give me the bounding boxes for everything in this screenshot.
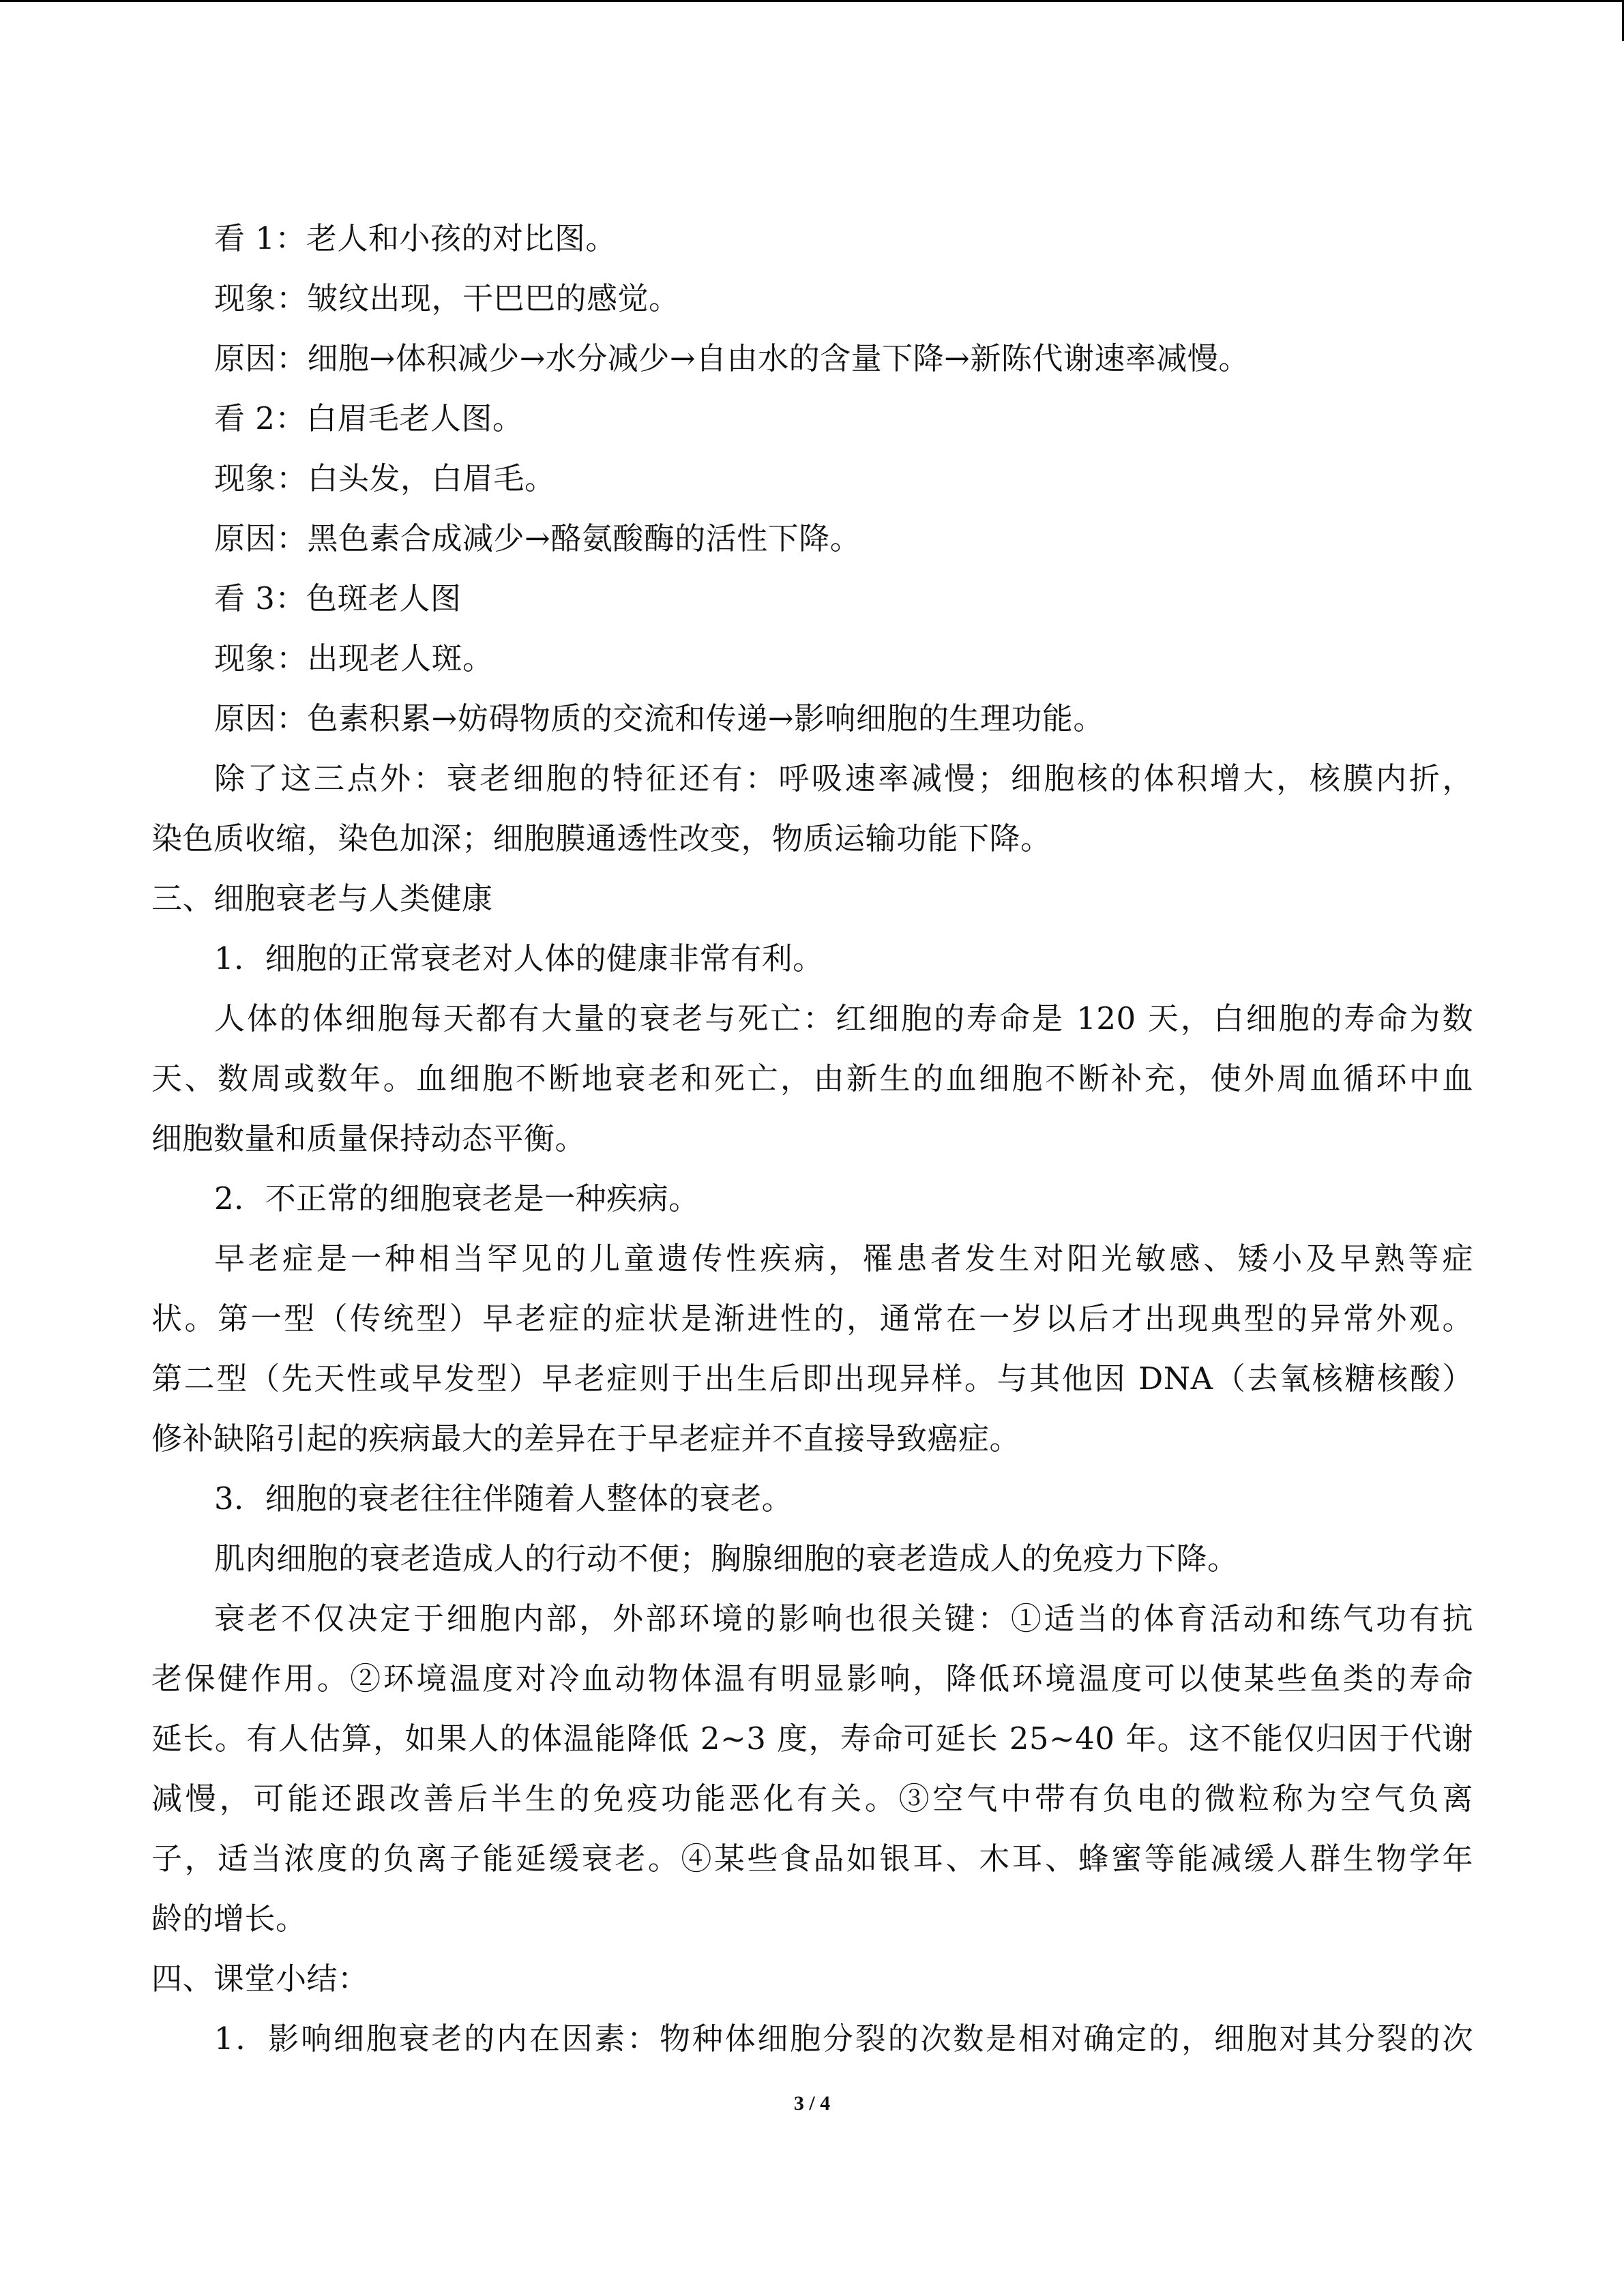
text-line-content: 除了这三点外：衰老细胞的特征还有：呼吸速率减慢；细胞核的体积增大，核膜内折，	[214, 760, 1473, 796]
text-line-content: 细胞数量和质量保持动态平衡。	[151, 1120, 587, 1157]
text-line	[151, 689, 1473, 749]
text-line-content: 天、数周或数年。血细胞不断地衰老和死亡，由新生的血细胞不断补充，使外周血循环中血	[151, 1060, 1473, 1097]
text-line	[151, 749, 1473, 809]
text-line-content: 子，适当浓度的负离子能延缓衰老。④某些食品如银耳、木耳、蜂蜜等能减缓人群生物学年	[151, 1840, 1473, 1877]
text-line-content: 看 1：老人和小孩的对比图。	[214, 220, 617, 256]
text-line-content: 看 3：色斑老人图	[214, 580, 462, 616]
text-line	[151, 1289, 1473, 1349]
text-line	[151, 1709, 1473, 1769]
text-line-content: 延长。有人估算，如果人的体温能降低 2~3 度，寿命可延长 25~40 年。这不能仅归因于代谢	[151, 1720, 1473, 1757]
text-line	[151, 989, 1473, 1049]
text-line	[151, 449, 1473, 509]
text-line	[151, 509, 1473, 569]
text-line	[151, 809, 1473, 869]
text-line-content: 修补缺陷引起的疾病最大的差异在于早老症并不直接导致癌症。	[151, 1420, 1021, 1457]
text-line-content: 三、细胞衰老与人类健康	[151, 880, 493, 916]
text-line	[151, 1229, 1473, 1289]
text-line	[151, 1109, 1473, 1169]
document-body	[151, 209, 1473, 2069]
text-line-content: 2．不正常的细胞衰老是一种疾病。	[214, 1180, 700, 1217]
text-line-content: 染色质收缩，染色加深；细胞膜通透性改变，物质运输功能下降。	[151, 820, 1052, 856]
text-line	[151, 1529, 1473, 1589]
text-line-content: 状。第一型（传统型）早老症的症状是渐进性的，通常在一岁以后才出现典型的异常外观。	[151, 1300, 1473, 1337]
text-line	[151, 329, 1473, 389]
text-line	[151, 929, 1473, 989]
text-line	[151, 1349, 1473, 1409]
text-line-content: 四、课堂小结：	[151, 1960, 369, 1997]
text-line	[151, 569, 1473, 629]
text-line	[151, 629, 1473, 689]
text-line-content: 衰老不仅决定于细胞内部，外部环境的影响也很关键：①适当的体育活动和练气功有抗	[214, 1600, 1473, 1637]
text-line	[151, 269, 1473, 329]
text-line-content: 第二型（先天性或早发型）早老症则于出生后即出现异样。与其他因 DNA（去氧核糖核酸）	[151, 1360, 1473, 1397]
text-line	[151, 389, 1473, 449]
text-line-content: 3．细胞的衰老往往伴随着人整体的衰老。	[214, 1480, 793, 1517]
text-line	[151, 1409, 1473, 1469]
text-line	[151, 1829, 1473, 1889]
text-line-content: 现象：白头发，白眉毛。	[214, 460, 556, 496]
text-line-content: 原因：细胞→体积减少→水分减少→自由水的含量下降→新陈代谢速率减慢。	[214, 340, 1250, 376]
text-line-content: 原因：色素积累→妨碍物质的交流和传递→影响细胞的生理功能。	[214, 700, 1104, 736]
text-line	[151, 209, 1473, 269]
page-top-border	[0, 0, 1624, 2]
text-line	[151, 1769, 1473, 1829]
text-line	[151, 1889, 1473, 1949]
text-line-content: 现象：皱纹出现，干巴巴的感觉。	[214, 280, 680, 316]
text-line	[151, 1049, 1473, 1109]
text-line	[151, 1949, 1473, 2009]
text-line-content: 减慢，可能还跟改善后半生的免疫功能恶化有关。③空气中带有负电的微粒称为空气负离	[151, 1780, 1473, 1817]
text-line-content: 肌肉细胞的衰老造成人的行动不便；胸腺细胞的衰老造成人的免疫力下降。	[214, 1540, 1239, 1577]
text-line-content: 看 2：白眉毛老人图。	[214, 400, 524, 436]
page-number: 3 / 4	[793, 2092, 831, 2115]
text-line-content: 早老症是一种相当罕见的儿童遗传性疾病，罹患者发生对阳光敏感、矮小及早熟等症	[214, 1240, 1473, 1277]
text-line-content: 1．影响细胞衰老的内在因素：物种体细胞分裂的次数是相对确定的，细胞对其分裂的次	[214, 2021, 1473, 2057]
text-line-content: 现象：出现老人斑。	[214, 640, 494, 676]
text-line	[151, 1169, 1473, 1229]
text-line	[151, 869, 1473, 929]
text-line	[151, 1589, 1473, 1649]
text-line-content: 原因：黑色素合成减少→酪氨酸酶的活性下降。	[214, 520, 861, 556]
text-line-content: 人体的体细胞每天都有大量的衰老与死亡：红细胞的寿命是 120 天，白细胞的寿命为数	[214, 1000, 1473, 1037]
text-line	[151, 1649, 1473, 1709]
text-line-content: 1．细胞的正常衰老对人体的健康非常有利。	[214, 940, 824, 976]
text-line-content: 龄的增长。	[151, 1900, 307, 1937]
text-line	[151, 1469, 1473, 1529]
text-line-content: 老保健作用。②环境温度对冷血动物体温有明显影响，降低环境温度可以使某些鱼类的寿命	[151, 1660, 1473, 1697]
text-line	[151, 2009, 1473, 2069]
